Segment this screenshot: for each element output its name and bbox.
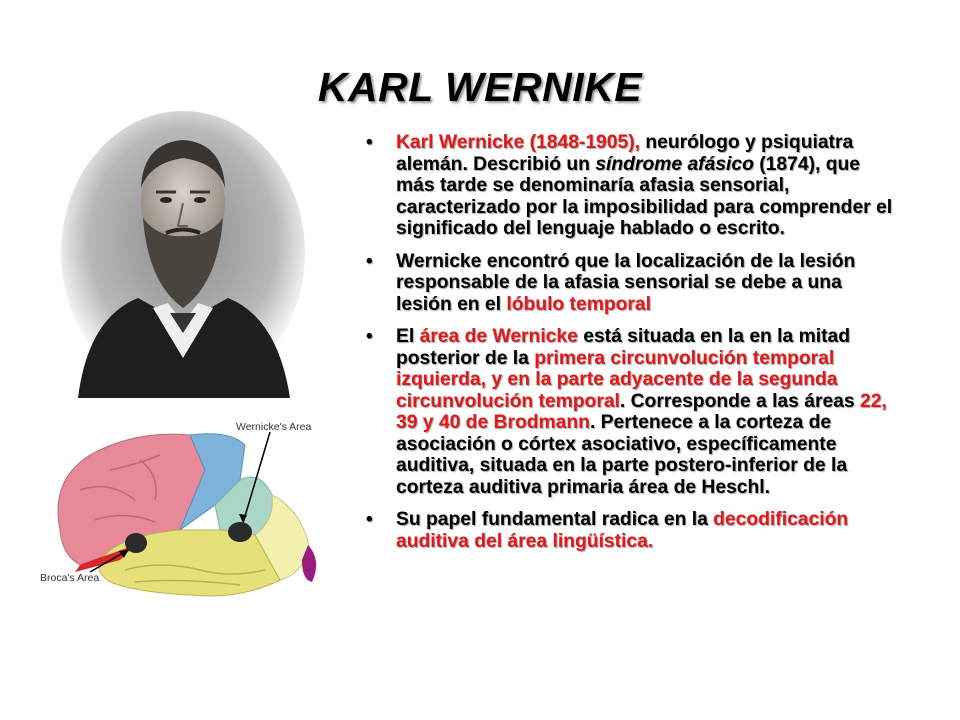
bullet-dot-icon: • bbox=[366, 509, 373, 530]
bullet-item bbox=[362, 251, 902, 316]
bullet-text-segment: Su papel fundamental radica en la bbox=[396, 509, 714, 530]
bullet-list bbox=[362, 132, 902, 563]
broca-area-marker bbox=[125, 533, 147, 553]
broca-area-label: Broca's Area bbox=[40, 572, 100, 584]
bullet-text-segment: lóbulo temporal bbox=[506, 293, 651, 315]
bullet-text-segment: El bbox=[396, 326, 420, 347]
bullet-text-segment: área de Wernicke bbox=[419, 326, 578, 347]
bullet-text-segment: . Corresponde a las áreas bbox=[619, 390, 860, 412]
bullet-text-segment: síndrome afásico bbox=[595, 153, 754, 175]
bullet-text-segment: (1874), que más tarde se denominaría afasia sensorial, caracterizado por la imposibilidad para comprender el significado del lenguaje hablado o escrito. bbox=[396, 153, 893, 239]
wernicke-portrait bbox=[58, 108, 308, 398]
bullet-text-segment: neurólogo y psiquiatra alemán. Describió un bbox=[396, 132, 854, 175]
slide-title: KARL WERNIKE bbox=[317, 64, 643, 110]
bullet-text-segment: Karl Wernicke (1848-1905), bbox=[396, 132, 641, 153]
bullet-text-segment: primera circunvolución temporal izquierda, y en la parte adyacente de la segunda circunvolución temporal bbox=[396, 347, 838, 412]
wernicke-area-marker bbox=[228, 522, 252, 542]
bullet-text-segment: Wernicke encontró que la localización de la lesión responsable de la afasia sensorial se debe a una lesión en el bbox=[396, 250, 856, 315]
bullet-text-segment: decodificación auditiva del área lingüística. bbox=[396, 509, 849, 552]
bullet-text-segment: 22, 39 y 40 de Brodmann bbox=[396, 390, 887, 433]
bullet-dot-icon: • bbox=[366, 250, 373, 272]
bullet-dot-icon: • bbox=[366, 326, 373, 347]
bullet-text-segment: . Pertenece a la corteza de asociación o córtex asociativo, específicamente auditiva, situada en la parte postero-inferior de la corteza auditiva primaria área de Heschl. bbox=[396, 412, 848, 498]
bullet-text-segment: está situada en la en la mitad posterior de la bbox=[396, 326, 851, 369]
bullet-item bbox=[362, 132, 902, 240]
wernicke-area-label: Wernicke's Area bbox=[236, 421, 312, 433]
bullet-item bbox=[362, 509, 902, 552]
bullet-dot-icon: • bbox=[366, 132, 373, 153]
bullet-item bbox=[362, 326, 902, 498]
